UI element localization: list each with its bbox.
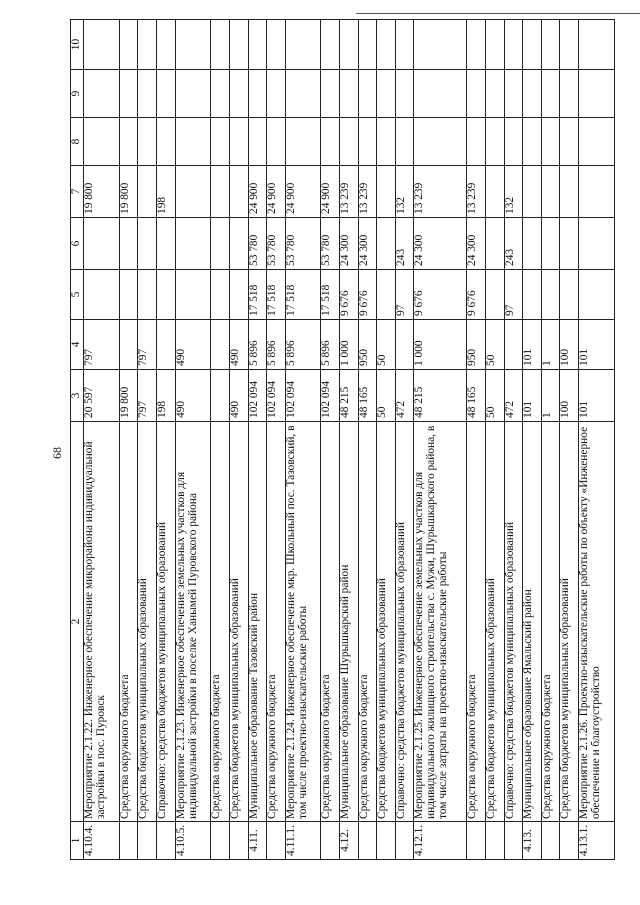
value-cell-c5	[377, 270, 396, 320]
value-cell-c7: 198	[156, 166, 175, 218]
value-cell-c5: 97	[395, 270, 414, 320]
row-number-cell	[485, 822, 504, 860]
value-cell-c7: 13 239	[340, 166, 359, 218]
value-cell-c4: 50	[485, 320, 504, 370]
value-cell-c10	[84, 20, 120, 70]
value-cell-c3: 50	[485, 370, 504, 422]
value-cell-c8	[229, 118, 248, 166]
value-cell-c8	[414, 118, 467, 166]
table-row	[395, 20, 414, 860]
value-cell-c10	[267, 20, 286, 70]
value-cell-c5: 9 676	[358, 270, 377, 320]
table-row	[504, 20, 523, 860]
row-description-cell: Муниципальное образование Ямальский район	[523, 422, 542, 822]
value-cell-c7	[560, 166, 579, 218]
value-cell-c3: 101	[523, 370, 542, 422]
value-cell-c5	[541, 270, 560, 320]
row-description-cell: Справочно: средства бюджетов муниципальных образований	[504, 422, 523, 822]
row-description-cell: Муниципальное образование Шурышкарский район	[340, 422, 359, 822]
value-cell-c6: 243	[504, 218, 523, 270]
value-cell-c3: 1	[541, 370, 560, 422]
value-cell-c4: 950	[358, 320, 377, 370]
value-cell-c8	[578, 118, 614, 166]
value-cell-c6	[156, 218, 175, 270]
value-cell-c3: 198	[156, 370, 175, 422]
value-cell-c5	[523, 270, 542, 320]
row-description-cell: Мероприятие 2.1.22. Инженерное обеспечение микрорайона индивидуальной застройки в пос. Пуровск	[84, 422, 120, 822]
value-cell-c5: 17 518	[321, 270, 340, 320]
table-row	[211, 20, 230, 860]
row-number-cell	[211, 822, 230, 860]
column-number-cell: 10	[71, 20, 84, 70]
value-cell-c4: 1 000	[340, 320, 359, 370]
value-cell-c3: 472	[395, 370, 414, 422]
value-cell-c3: 48 215	[340, 370, 359, 422]
value-cell-c6	[377, 218, 396, 270]
value-cell-c6	[138, 218, 157, 270]
value-cell-c5	[138, 270, 157, 320]
value-cell-c9	[156, 70, 175, 118]
column-number-cell: 9	[71, 70, 84, 118]
value-cell-c10	[321, 20, 340, 70]
table-row	[485, 20, 504, 860]
value-cell-c6	[119, 218, 138, 270]
value-cell-c7	[175, 166, 211, 218]
value-cell-c5	[175, 270, 211, 320]
value-cell-c4	[395, 320, 414, 370]
value-cell-c9	[358, 70, 377, 118]
row-description-cell: Справочно: средства бюджетов муниципальных образований	[156, 422, 175, 822]
value-cell-c7: 13 239	[414, 166, 467, 218]
row-number-cell: 4.13.	[523, 822, 542, 860]
value-cell-c9	[267, 70, 286, 118]
value-cell-c7	[138, 166, 157, 218]
value-cell-c6	[578, 218, 614, 270]
column-number-cell: 8	[71, 118, 84, 166]
value-cell-c10	[395, 20, 414, 70]
value-cell-c8	[285, 118, 321, 166]
value-cell-c8	[138, 118, 157, 166]
column-number-cell: 6	[71, 218, 84, 270]
row-number-cell	[560, 822, 579, 860]
table-row	[358, 20, 377, 860]
value-cell-c10	[541, 20, 560, 70]
value-cell-c6	[541, 218, 560, 270]
value-cell-c9	[395, 70, 414, 118]
page-number: 68	[50, 447, 64, 459]
value-cell-c6: 24 300	[467, 218, 486, 270]
row-number-cell: 4.13.1.	[578, 822, 614, 860]
row-description-cell: Средства окружного бюджета	[119, 422, 138, 822]
value-cell-c8	[267, 118, 286, 166]
row-description-cell: Средства окружного бюджета	[358, 422, 377, 822]
value-cell-c8	[377, 118, 396, 166]
value-cell-c4: 797	[138, 320, 157, 370]
value-cell-c4: 950	[467, 320, 486, 370]
value-cell-c10	[229, 20, 248, 70]
value-cell-c10	[504, 20, 523, 70]
value-cell-c8	[504, 118, 523, 166]
value-cell-c5	[560, 270, 579, 320]
row-description-cell: Мероприятие 2.1.24. Инженерное обеспечение мкр. Школьный пос. Тазовский, в том числе проектно-изыскательские работы	[285, 422, 321, 822]
value-cell-c6: 53 780	[267, 218, 286, 270]
value-cell-c9	[560, 70, 579, 118]
value-cell-c8	[340, 118, 359, 166]
value-cell-c4: 5 896	[267, 320, 286, 370]
value-cell-c7	[377, 166, 396, 218]
value-cell-c7	[211, 166, 230, 218]
value-cell-c9	[211, 70, 230, 118]
row-description-cell: Справочно: средства бюджетов муниципальных образований	[395, 422, 414, 822]
value-cell-c9	[414, 70, 467, 118]
value-cell-c7: 24 900	[285, 166, 321, 218]
value-cell-c3: 48 165	[467, 370, 486, 422]
row-description-cell: Средства окружного бюджета	[467, 422, 486, 822]
value-cell-c3: 50	[377, 370, 396, 422]
value-cell-c4: 5 896	[321, 320, 340, 370]
value-cell-c5	[211, 270, 230, 320]
value-cell-c10	[175, 20, 211, 70]
row-number-cell	[229, 822, 248, 860]
row-number-cell	[267, 822, 286, 860]
value-cell-c7	[578, 166, 614, 218]
table-row	[467, 20, 486, 860]
value-cell-c4: 101	[523, 320, 542, 370]
value-cell-c9	[467, 70, 486, 118]
row-description-cell: Средства бюджетов муниципальных образований	[229, 422, 248, 822]
value-cell-c10	[211, 20, 230, 70]
table-row	[560, 20, 579, 860]
row-description-cell: Мероприятие 2.1.25. Инженерное обеспечение земельных участков для индивидуального жилищного строительства с. Мужи, Шурышкарского района, в том числе затраты на проектно-изыскательские работы	[414, 422, 467, 822]
value-cell-c3	[211, 370, 230, 422]
value-cell-c8	[560, 118, 579, 166]
row-number-cell	[358, 822, 377, 860]
value-cell-c8	[175, 118, 211, 166]
column-number-cell: 2	[71, 422, 84, 822]
rotated-table-container	[70, 20, 615, 860]
value-cell-c6	[229, 218, 248, 270]
row-description-cell: Средства бюджетов муниципальных образований	[485, 422, 504, 822]
value-cell-c9	[504, 70, 523, 118]
value-cell-c5	[578, 270, 614, 320]
value-cell-c6: 53 780	[248, 218, 267, 270]
value-cell-c3: 20 597	[84, 370, 120, 422]
value-cell-c4: 797	[84, 320, 120, 370]
row-description-cell: Средства бюджетов муниципальных образований	[377, 422, 396, 822]
value-cell-c7: 24 900	[248, 166, 267, 218]
value-cell-c4: 5 896	[248, 320, 267, 370]
value-cell-c6	[560, 218, 579, 270]
value-cell-c8	[84, 118, 120, 166]
column-number-row	[71, 20, 84, 860]
value-cell-c6: 24 300	[340, 218, 359, 270]
value-cell-c9	[485, 70, 504, 118]
row-description-cell: Мероприятие 2.1.23. Инженерное обеспечение земельных участков для индивидуальной застройки в поселке Ханымей Пуровского района	[175, 422, 211, 822]
value-cell-c5: 17 518	[248, 270, 267, 320]
row-number-cell: 4.12.	[340, 822, 359, 860]
value-cell-c5	[485, 270, 504, 320]
value-cell-c10	[156, 20, 175, 70]
table-row	[285, 20, 321, 860]
row-description-cell: Средства бюджетов муниципальных образований	[560, 422, 579, 822]
row-description-cell: Муниципальное образование Тазовский район	[248, 422, 267, 822]
value-cell-c4	[504, 320, 523, 370]
value-cell-c9	[377, 70, 396, 118]
value-cell-c8	[541, 118, 560, 166]
column-number-cell: 3	[71, 370, 84, 422]
row-number-cell	[377, 822, 396, 860]
value-cell-c5: 9 676	[414, 270, 467, 320]
table-row	[321, 20, 340, 860]
column-number-cell: 1	[71, 822, 84, 860]
row-description-cell: Средства окружного бюджета	[211, 422, 230, 822]
value-cell-c6	[84, 218, 120, 270]
column-number-cell: 5	[71, 270, 84, 320]
value-cell-c5: 9 676	[467, 270, 486, 320]
value-cell-c6: 24 300	[358, 218, 377, 270]
value-cell-c3: 101	[578, 370, 614, 422]
value-cell-c10	[377, 20, 396, 70]
value-cell-c7	[523, 166, 542, 218]
row-number-cell: 4.10.4.	[84, 822, 120, 860]
value-cell-c4	[119, 320, 138, 370]
value-cell-c9	[285, 70, 321, 118]
value-cell-c10	[285, 20, 321, 70]
row-number-cell	[395, 822, 414, 860]
value-cell-c6: 243	[395, 218, 414, 270]
table-row	[578, 20, 614, 860]
value-cell-c9	[138, 70, 157, 118]
value-cell-c5: 17 518	[267, 270, 286, 320]
value-cell-c10	[414, 20, 467, 70]
column-number-cell: 7	[71, 166, 84, 218]
value-cell-c7: 13 239	[358, 166, 377, 218]
value-cell-c4: 1	[541, 320, 560, 370]
row-number-cell	[138, 822, 157, 860]
column-number-cell: 4	[71, 320, 84, 370]
value-cell-c9	[84, 70, 120, 118]
value-cell-c8	[156, 118, 175, 166]
row-number-cell: 4.12.1.	[414, 822, 467, 860]
table-row	[541, 20, 560, 860]
value-cell-c10	[340, 20, 359, 70]
value-cell-c3: 48 165	[358, 370, 377, 422]
value-cell-c8	[248, 118, 267, 166]
row-number-cell	[119, 822, 138, 860]
value-cell-c7: 19 800	[119, 166, 138, 218]
value-cell-c3: 100	[560, 370, 579, 422]
value-cell-c3: 102 094	[321, 370, 340, 422]
value-cell-c10	[138, 20, 157, 70]
budget-table	[70, 19, 615, 860]
value-cell-c8	[485, 118, 504, 166]
row-number-cell	[504, 822, 523, 860]
row-number-cell	[321, 822, 340, 860]
value-cell-c7: 24 900	[267, 166, 286, 218]
value-cell-c10	[578, 20, 614, 70]
row-description-cell: Средства бюджетов муниципальных образований	[138, 422, 157, 822]
value-cell-c3: 102 094	[248, 370, 267, 422]
value-cell-c7: 132	[395, 166, 414, 218]
value-cell-c8	[523, 118, 542, 166]
table-row	[523, 20, 542, 860]
table-row	[229, 20, 248, 860]
top-rule	[356, 13, 640, 14]
value-cell-c4: 5 896	[285, 320, 321, 370]
value-cell-c9	[340, 70, 359, 118]
value-cell-c9	[578, 70, 614, 118]
value-cell-c8	[358, 118, 377, 166]
value-cell-c7	[229, 166, 248, 218]
value-cell-c5: 17 518	[285, 270, 321, 320]
value-cell-c6: 24 300	[414, 218, 467, 270]
table-row	[414, 20, 467, 860]
value-cell-c3: 48 215	[414, 370, 467, 422]
value-cell-c5: 97	[504, 270, 523, 320]
table-row	[175, 20, 211, 860]
value-cell-c6	[523, 218, 542, 270]
value-cell-c5	[229, 270, 248, 320]
value-cell-c10	[358, 20, 377, 70]
value-cell-c3: 490	[229, 370, 248, 422]
value-cell-c9	[248, 70, 267, 118]
value-cell-c3: 490	[175, 370, 211, 422]
value-cell-c4: 50	[377, 320, 396, 370]
value-cell-c10	[560, 20, 579, 70]
value-cell-c10	[248, 20, 267, 70]
value-cell-c10	[467, 20, 486, 70]
table-row	[138, 20, 157, 860]
value-cell-c8	[395, 118, 414, 166]
value-cell-c9	[229, 70, 248, 118]
value-cell-c8	[119, 118, 138, 166]
value-cell-c9	[541, 70, 560, 118]
value-cell-c7: 24 900	[321, 166, 340, 218]
value-cell-c8	[211, 118, 230, 166]
value-cell-c5	[119, 270, 138, 320]
table-row	[377, 20, 396, 860]
row-number-cell	[156, 822, 175, 860]
value-cell-c5: 9 676	[340, 270, 359, 320]
value-cell-c7: 13 239	[467, 166, 486, 218]
row-number-cell: 4.11.	[248, 822, 267, 860]
value-cell-c9	[119, 70, 138, 118]
table-row	[119, 20, 138, 860]
value-cell-c6	[211, 218, 230, 270]
value-cell-c7: 132	[504, 166, 523, 218]
value-cell-c4	[211, 320, 230, 370]
value-cell-c9	[321, 70, 340, 118]
table-row	[84, 20, 120, 860]
value-cell-c6: 53 780	[285, 218, 321, 270]
value-cell-c8	[467, 118, 486, 166]
table-row	[156, 20, 175, 860]
value-cell-c3: 472	[504, 370, 523, 422]
value-cell-c6	[485, 218, 504, 270]
row-description-cell: Средства окружного бюджета	[541, 422, 560, 822]
value-cell-c4: 100	[560, 320, 579, 370]
table-body	[71, 20, 615, 860]
value-cell-c7	[541, 166, 560, 218]
value-cell-c7: 19 800	[84, 166, 120, 218]
row-description-cell: Средства окружного бюджета	[321, 422, 340, 822]
value-cell-c3: 102 094	[285, 370, 321, 422]
value-cell-c4: 490	[229, 320, 248, 370]
value-cell-c10	[523, 20, 542, 70]
value-cell-c4: 490	[175, 320, 211, 370]
value-cell-c6	[175, 218, 211, 270]
row-description-cell: Мероприятие 2.1.26. Проектно-изыскательские работы по объекту «Инженерное обеспечение и благоустройство	[578, 422, 614, 822]
value-cell-c9	[175, 70, 211, 118]
row-number-cell	[541, 822, 560, 860]
value-cell-c8	[321, 118, 340, 166]
table-row	[248, 20, 267, 860]
value-cell-c4	[156, 320, 175, 370]
value-cell-c9	[523, 70, 542, 118]
row-number-cell	[467, 822, 486, 860]
value-cell-c3: 102 094	[267, 370, 286, 422]
value-cell-c3: 797	[138, 370, 157, 422]
row-number-cell: 4.10.5.	[175, 822, 211, 860]
table-row	[340, 20, 359, 860]
value-cell-c5	[156, 270, 175, 320]
table-row	[267, 20, 286, 860]
value-cell-c3: 19 800	[119, 370, 138, 422]
value-cell-c5	[84, 270, 120, 320]
value-cell-c10	[119, 20, 138, 70]
row-number-cell: 4.11.1.	[285, 822, 321, 860]
value-cell-c7	[485, 166, 504, 218]
value-cell-c4: 1 000	[414, 320, 467, 370]
value-cell-c6: 53 780	[321, 218, 340, 270]
value-cell-c4: 101	[578, 320, 614, 370]
row-description-cell: Средства окружного бюджета	[267, 422, 286, 822]
value-cell-c10	[485, 20, 504, 70]
